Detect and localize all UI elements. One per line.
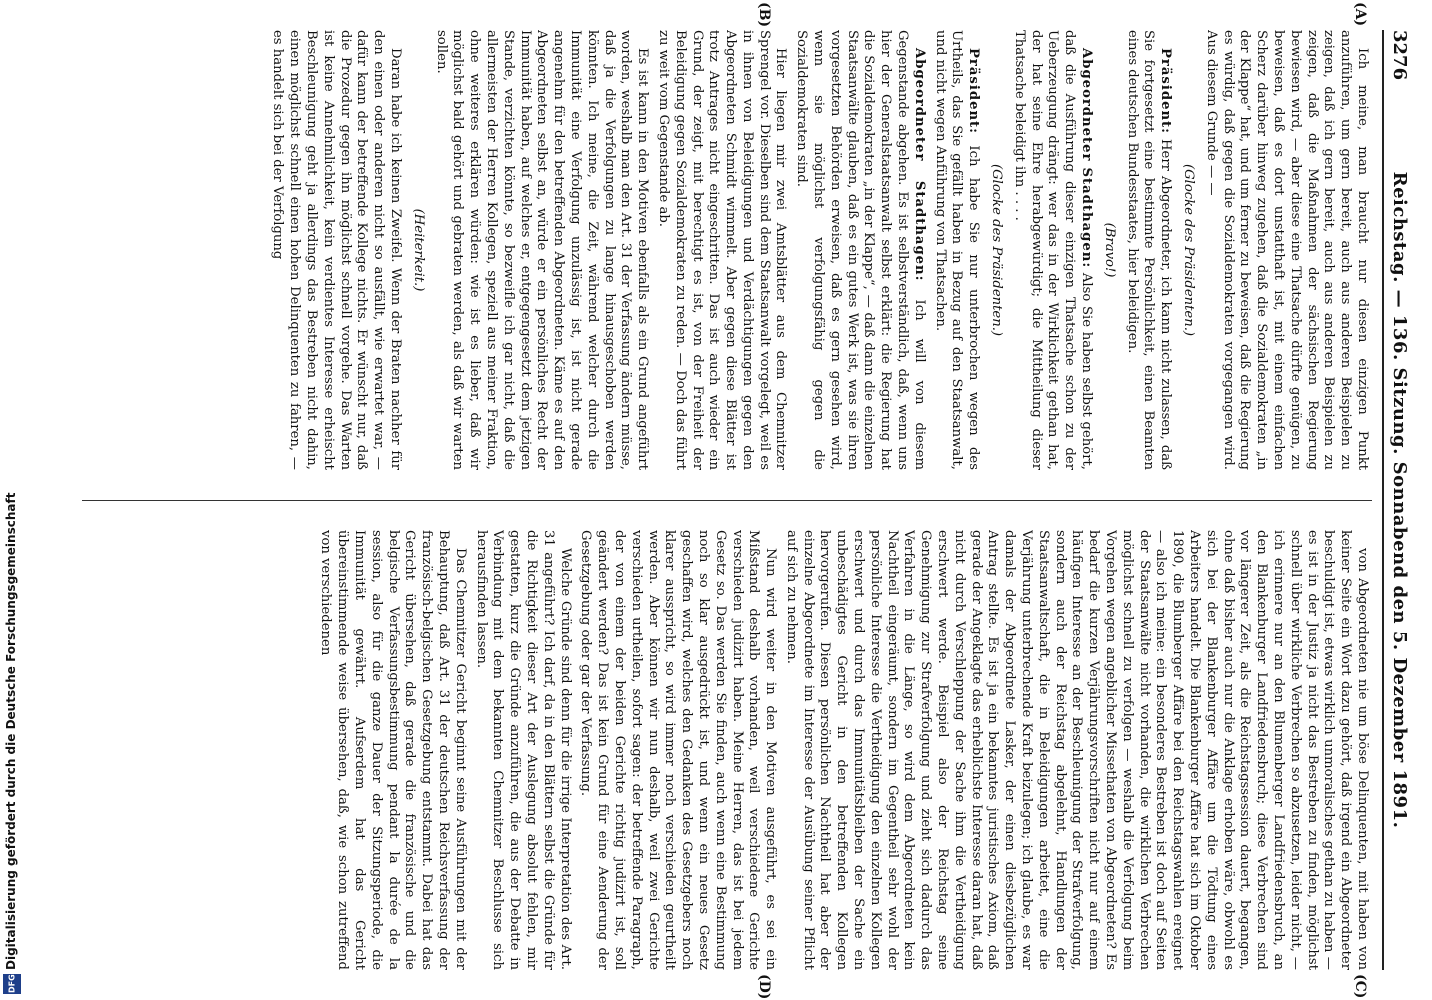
dfg-logo: DFG [3,974,21,994]
running-title: Reichstag. — 136. Sitzung. Sonnabend den 5. Dezember 1891. [1389,171,1410,829]
stage-direction: (Glocke des Präsidenten.) [1181,163,1197,337]
body-paragraph: Das Chemnitzer Gericht beginnt seine Ausführungen mit der Behauptung, daß Art. 31 der deutschen Reichsverfassung der französisch-belgischen Gesetzgebung entstammt. Dabei hat das Gericht übersehen, daß gerade die französische und die belgische Verfassungsbestimmung pendant la durée de la session, also für die ganze Dauer der Sitzungsperiode, die Immunität gewährt. Aufserdem hat das Gericht übereinstimmende weise übersehen, daß, wie schon zutreffend von verschiedenen [318,530,468,970]
column-divider [82,500,1372,501]
speech-paragraph [931,30,981,470]
page-header [1382,30,1412,970]
speech-text: Ich habe Sie nur unterbrochen wegen des Urtheils, das Sie gefällt haben in Bezug auf den Staatsanwalt, und nicht wegen Anführung von Thatsachen. [932,30,982,470]
body-paragraph: Es ist kann in den Motiven ebenfalls als ein Grund angeführt worden, weshalb man den Art. 31 der Verfassung ändern müsse, daß ja die Verfolgungen zu lange hinausgeschoben werden könnten. Ich meine, die Zeit, während welcher durch die Immunität eine Verfolgung unzulässig ist, ist nicht gerade angenehm für den betreffenden Abgeordneten. Käme es auf den Abgeordneten selbst an, würde er ein persönliches Recht der Immunität haben, auf welches er, entgegengesetzt dem jetzigen Stande, verzichten könnte, so bezweifle ich gar nicht, daß die allermeisten der Herren Kollegen, speziell aus meiner Fraktion, ohne weiteres erklären würden: wie ist es lieber, daß wir möglichst bald gehört und gebraten werden, als daß wir warten sollen. [433,30,651,470]
page-content [52,2,1412,1000]
left-column [90,30,1370,470]
speech-text: Also Sie haben selbst gehört, daß die Ausführung dieser einzigen Thatsache schon zu der Ueberzeugung drängt: wer das in der Wirklichkeit gethan hat, der hat seine Ehre herabgewürdigt; die Mittheilung dieser Thatsache beleidigt ihn . . . . [1011,30,1095,470]
stage-direction: (Glocke des Präsidenten.) [989,163,1005,337]
margin-letter-a: (A) [1352,2,1368,27]
body-paragraph: Ich meine, man braucht nur diesen einzigen Punkt anzuführen, um gern bereit, auch aus anderen Beispielen zu zeigen, daß ich gern bereit, auch aus anderen Beispielen zu zeigen, daß die Maßnahmen der sächsischen Regierung bewiesen wird, — aber diese eine Thatsache dürfte genügen, zu beweisen, daß es dort unstatthaft ist, mit einem einfachen Scherz darüber hinweg zugehen, daß die Sozialdemokraten „in der Klappe“ hat, und um ferner zu beweisen, daß die Regierung es würdig, daß gegen die Sozialdemokraten vorgegangen wird. Aus diesem Grunde — — [1203,30,1370,470]
speaker-name: Abgeordneter Stadthagen: [911,48,927,282]
body-paragraph: Nun wird weiter in den Motiven ausgeführt, es sei ein Mißstand deshalb vorhanden, weil verschiedene Gerichte verschieden judizirt haben. Meine Herren, das ist bei jedem Gesetz so. Das werden Sie finden, auch wenn eine Bestimmung noch so klar ausgedrückt ist, und wenn ein neues Gesetz geschaffen wird, welches den Gedanken des Gesetzgebers noch klarer ausspricht, so wird immer noch verschieden geurtheilt werden. Aber können wir nun deshalb, weil zwei Gerichte verschieden urtheilen, sofort sagen: der betreffende Paragraph, der von einem der beiden Gerichte richtig judizirt ist, soll geändert werden? Das ist kein Grund für eine Aenderung der Gesetzgebung oder gar der Verfassung. [578,530,779,970]
digitization-credit: Digitalisierung gefördert durch die Deutsche Forschungsgemeinschaft [4,492,18,970]
page-number: 3276 [1389,30,1410,81]
body-paragraph: Welche Gründe sind denn für die irrige Interpretation des Art. 31 angeführt? Ich darf, da in den Blättern selbst die Gründe für die Richtigkeit dieser Art der Auslegung absolut fehlen, mir gestatten, kurz die Gründe anzuführen, die aus der Debatte in Verbindung mit dem bekannten Chemnitzer Beschlusse sich herausfinden lassen. [473,530,573,970]
margin-letter-b: (B) [756,2,772,28]
speaker-name: Abgeordneter Stadthagen: [1079,48,1095,269]
speech-text: Ich will von diesem Gegenstande abgehen. Es ist selbstverständlich, daß, wenn uns hier der Generalstaatsanwalt selbst erklärt: die Regierung hat die Sozialdemokraten „in der Klappe“, — daß dann die einzelnen Staatsanwälte glauben, daß es ein gutes Werk ist, was sie ihren vorgesetzten Behörden erweisen, daß es gern gesehen wird, wenn sie möglichst verfolgungsfähig gegen die Sozialdemokraten sind. [794,30,927,470]
margin-letter-d: (D) [756,974,772,1000]
body-paragraph: Daran habe ich keinen Zweifel. Wenn der Braten nachher für den einen oder anderen nicht so ausfällt, wie erwartet war, — dafür kann der betreffende Kollege nichts. Er wünscht nur, daß die Prozedur gegen ihn möglichst schnell vorgehe. Das Warten ist keine Annehmlichkeit, kein verdientes Interesse erheischt Beschleunigung geht ja allerdings das Bestreben nicht dahin, einen möglichst schnell einen hohen Delinquenten zu fahren, — es handelt sich bei der Verfolgung [270,30,403,470]
right-column [90,530,1370,970]
speech-paragraph [1123,30,1173,470]
body-paragraph: Hier liegen mir zwei Amtsblätter aus dem Chemnitzer Sprengel vor. Dieselben sind dem Staatsanwalt vorgelegt, weil es in ihnen von Beleidigungen und Verdächtigungen gegen den Abgeordneten Schmidt wimmelt. Aber gegen diese Blätter ist trotz Antrages nicht eingeschritten. Das ist auch wieder ein Grund, der zeigt, mit berechtigt es ist, von der Freiheit der Beleidigung gegen Sozialdemokraten zu reden. — Doch das führt zu weit vom Gegenstande ab. [655,30,789,470]
margin-letter-c: (C) [1352,974,1368,999]
speech-text: Herr Abgeordneter, ich kann nicht zulassen, daß Sie fortgesetzt eine bestimmte Persönlichkeit, einen Beamten eines deutschen Bundesstaates, hier beleidigen. [1124,30,1174,470]
speaker-name: Präsident: [1158,48,1174,135]
digitization-strip [0,0,24,1000]
stage-direction: (Heiterkeit.) [410,208,426,292]
stage-direction: (Bravo!) [1101,222,1117,278]
speaker-name: Präsident: [966,48,982,135]
body-paragraph: von Abgeordneten nie um böse Delinquenten, mit haben von keiner Seite ein Wort dazu gehört, daß irgend ein Abgeordneter beschuldigt ist, etwas wirklich unmoralisches gethan zu haben — es ist in der Justiz ja nicht das Bestreben zu finden, möglichst schnell über wirkliche Verbrechen so abzusetzen, leider nicht, — ich erinnere nur an den Blumenberger Landfriedensbruch, an den Blankenburger Landfriedensbruch; diese Verbrechen sind vor längerer Zeit, als die Reichstagssession dauert, begangen, ohne daß bisher auch nur die Anklage erhoben wäre, obwohl es sich bei der Blankenburger Affäre um die Tödtung eines Arbeiters handelt. Die Blankenburger Affäre hat sich im Oktober 1890, die Blumberger Affäre bei den Reichstagswahlen ereignet — also ich meine: ein besonderes Bestreben ist doch auf Seiten der Staatsanwälte nicht vorhanden, die wirklichen Verbrechen möglichst schnell zu verfolgen — weshalb die Verfolgung beim Vorgehen wegen angeblicher Missethaten von Abgeordneten? Es bedarf die kurzen Verjährungsvorschriften nicht nur auf einem häufigen Interesse an der Beschleunigung der Strafverfolgung, sondern auch der Reichstag abgelehnt, Handlungen der Staatsanwaltschaft, die in Beleidigungen arbeitet, eine die Verjährung unterbrechende Kraft beizulegen; ich glaube, es war damals der Abgeordnete Lasker, der einen diesbezüglichen Antrag stellte. Es ist ja ein bekanntes juristisches Axiom, daß gerade der Angeklagte das erheblichste Interesse daran hat, daß nicht durch Verschleppung der Sache ihm die Vertheidigung erschwert werde. Beispiel also der Reichstag seine Genehmigung zur Strafverfolgung und zieht sich dadurch das Verfahren in die Länge, so wird dem Abgeordneten kein Nachtheil eingeräumt, sondern im Gegentheil sehr wohl der persönliche Interesse die Vertheidigung den einzelnen Kollegen erschwert und durch das Immunitätsbleiben der Sache ein unbeschädigtes Gericht in den betreffenden Kollegen hervorgerufen. Diesen persönlichen Nachtheil hat aber der einzelne Abgeordnete im Interesse der Ausübung seiner Pflicht auf sich zu nehmen. [783,530,1370,970]
speech-paragraph [1010,30,1094,470]
speech-paragraph [793,30,927,470]
